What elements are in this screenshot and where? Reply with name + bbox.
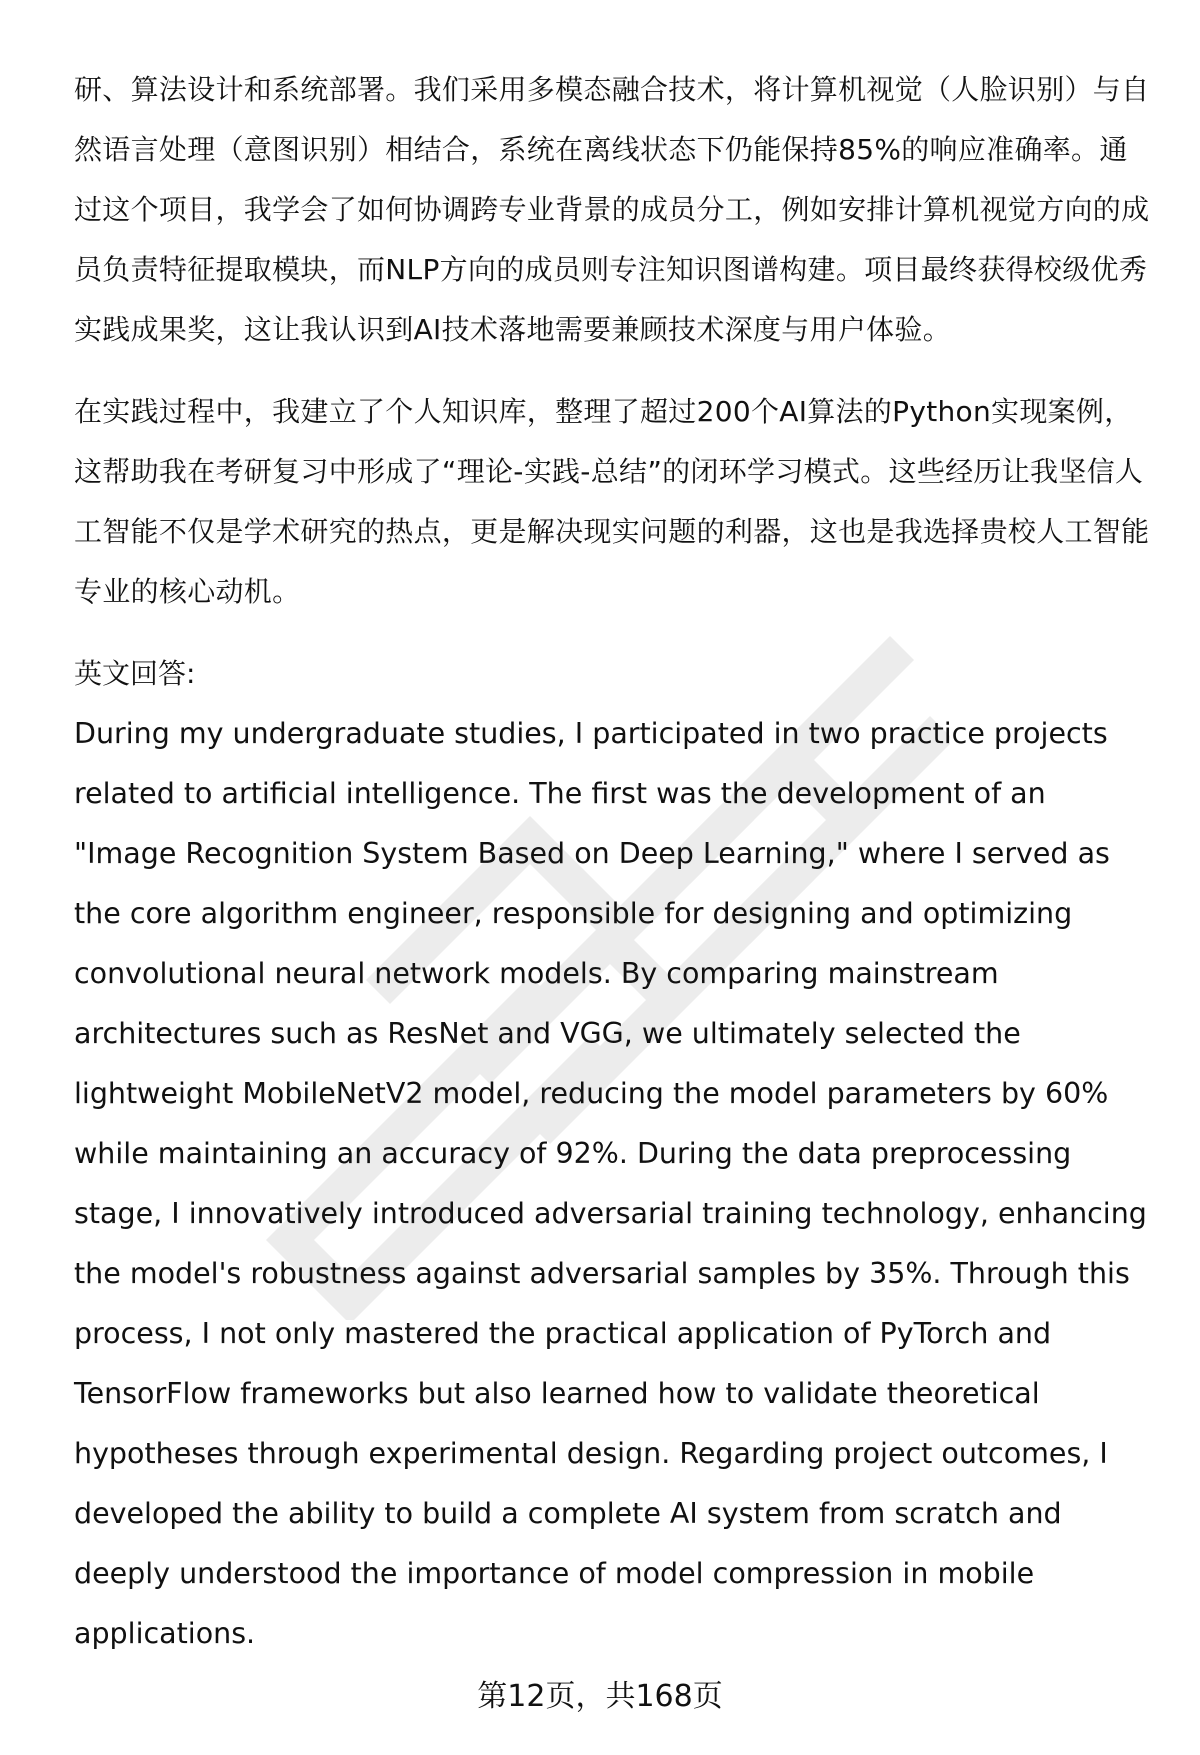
- page-number-footer: 第12页，共168页: [477, 1679, 723, 1714]
- chinese-paragraph-1: 研、算法设计和系统部署。我们采用多模态融合技术，将计算机视觉（人脸识别）与自然语言处理（意图识别）相结合，系统在离线状态下仍能保持85%的响应准确率。通过这个项目，我学会了如何协调跨专业背景的成员分工，例如安排计算机视觉方向的成员负责特征提取模块，而NLP方向的成员则专注知识图谱构建。项目最终获得校级优秀实践成果奖，这让我认识到AI技术落地需要兼顾技术深度与用户体验。: [74, 73, 1150, 346]
- english-answer-label: 英文回答:: [74, 657, 196, 690]
- document-body: [74, 60, 1154, 1664]
- chinese-paragraph-2: 在实践过程中，我建立了个人知识库，整理了超过200个AI算法的Python实现案例，这帮助我在考研复习中形成了“理论-实践-总结”的闭环学习模式。这些经历让我坚信人工智能不仅是学术研究的热点，更是解决现实问题的利器，这也是我选择贵校人工智能专业的核心动机。: [74, 395, 1150, 608]
- english-paragraph: During my undergraduate studies, I participated in two practice projects related to artificial intelligence. The first was the development of an "Image Recognition System Based on Deep Learning," where I served as the core algorithm engineer, responsible for designing and optimizing convolutional neural network models. By comparing mainstream architectures such as ResNet and VGG, we ultimately selected the lightweight MobileNetV2 model, reducing the model parameters by 60% while maintaining an accuracy of 92%. During the data preprocessing stage, I innovatively introduced adversarial training technology, enhancing the model's robustness against adversarial samples by 35%. Through this process, I not only mastered the practical application of PyTorch and TensorFlow frameworks but also learned how to validate theoretical hypotheses through experimental design. Regarding project outcomes, I developed the ability to build a complete AI system from scratch and deeply understood the importance of model compression in mobile applications.: [74, 717, 1147, 1650]
